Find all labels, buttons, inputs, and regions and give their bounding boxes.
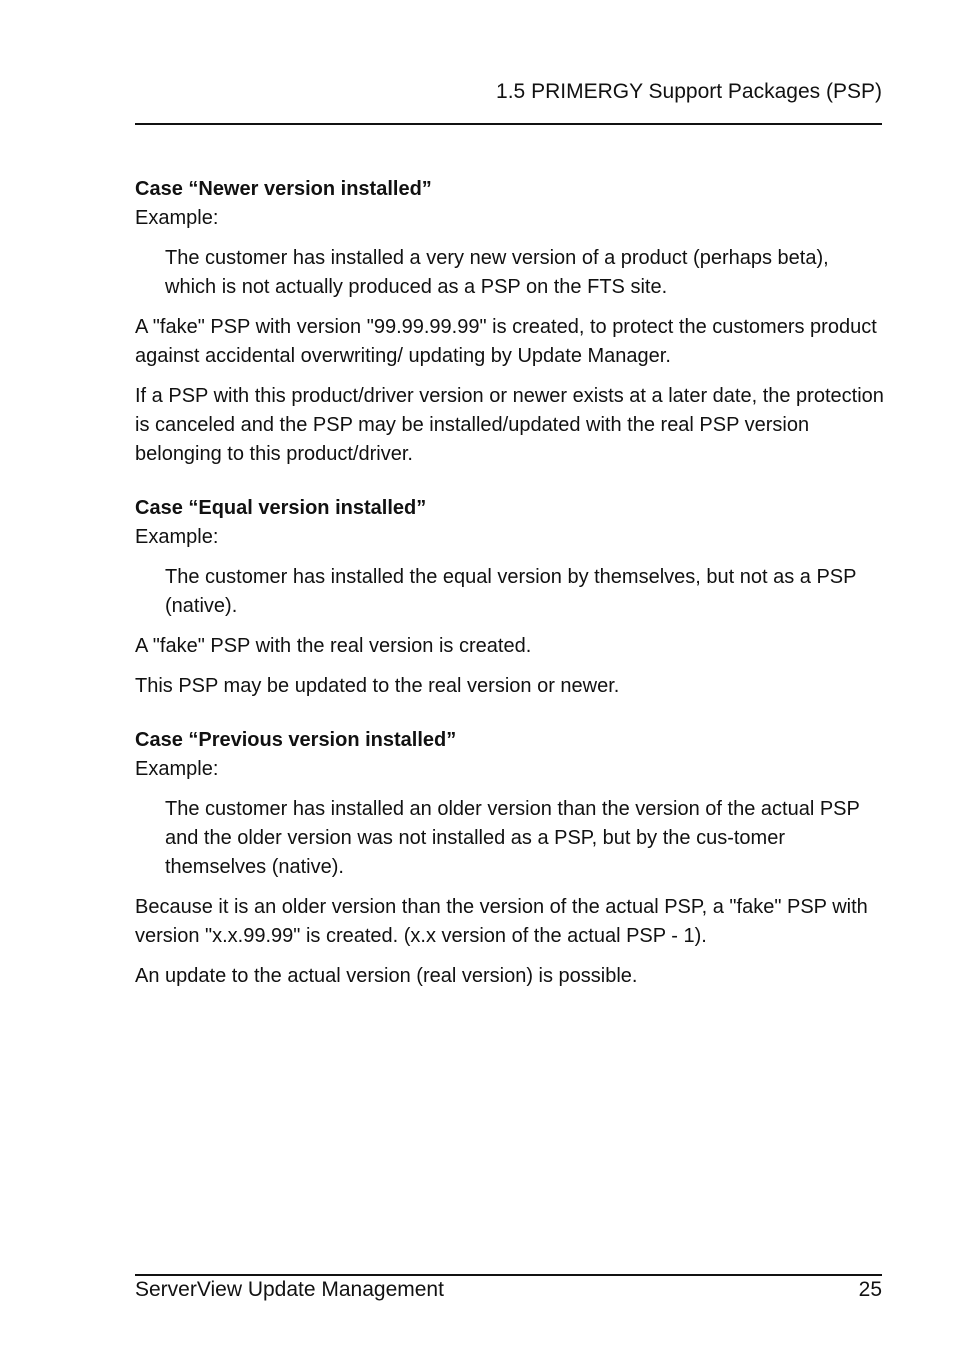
- footer-divider: [135, 1274, 882, 1276]
- section-previous-version: [135, 726, 885, 991]
- example-label: Example:: [135, 526, 219, 548]
- example-label: Example:: [135, 207, 219, 229]
- example-text: The customer has installed an older version than the version of the actual PSP and the older version was not installed as a PSP, but by the cus-tomer themselves (native).: [165, 798, 860, 878]
- section-heading: Case “Equal version installed”: [135, 497, 427, 519]
- example-text: The customer has installed the equal version by themselves, but not as a PSP (native).: [165, 566, 857, 617]
- body-paragraph: An update to the actual version (real version) is possible.: [135, 965, 638, 987]
- section-heading: Case “Previous version installed”: [135, 729, 457, 751]
- body-paragraph: This PSP may be updated to the real version or newer.: [135, 675, 620, 697]
- page-content: [135, 175, 885, 991]
- section-newer-version: [135, 175, 885, 469]
- running-header: 1.5 PRIMERGY Support Packages (PSP): [496, 80, 882, 103]
- section-heading: Case “Newer version installed”: [135, 178, 432, 200]
- footer-document-title: ServerView Update Management: [135, 1278, 444, 1301]
- example-text: The customer has installed a very new version of a product (perhaps beta), which is not actually produced as a PSP on the FTS site.: [165, 247, 829, 298]
- page-number: 25: [858, 1278, 882, 1301]
- example-label: Example:: [135, 758, 219, 780]
- header-divider: [135, 123, 882, 125]
- section-equal-version: [135, 494, 885, 701]
- body-paragraph: A "fake" PSP with the real version is created.: [135, 635, 532, 657]
- body-paragraph: If a PSP with this product/driver version or newer exists at a later date, the protection is canceled and the PSP may be installed/updated with the real PSP version belonging to this product/driver.: [135, 385, 884, 465]
- body-paragraph: A "fake" PSP with version "99.99.99.99" is created, to protect the customers product against accidental overwriting/ updating by Update Manager.: [135, 316, 877, 367]
- body-paragraph: Because it is an older version than the version of the actual PSP, a "fake" PSP with version "x.x.99.99" is created. (x.x version of the actual PSP - 1).: [135, 896, 868, 947]
